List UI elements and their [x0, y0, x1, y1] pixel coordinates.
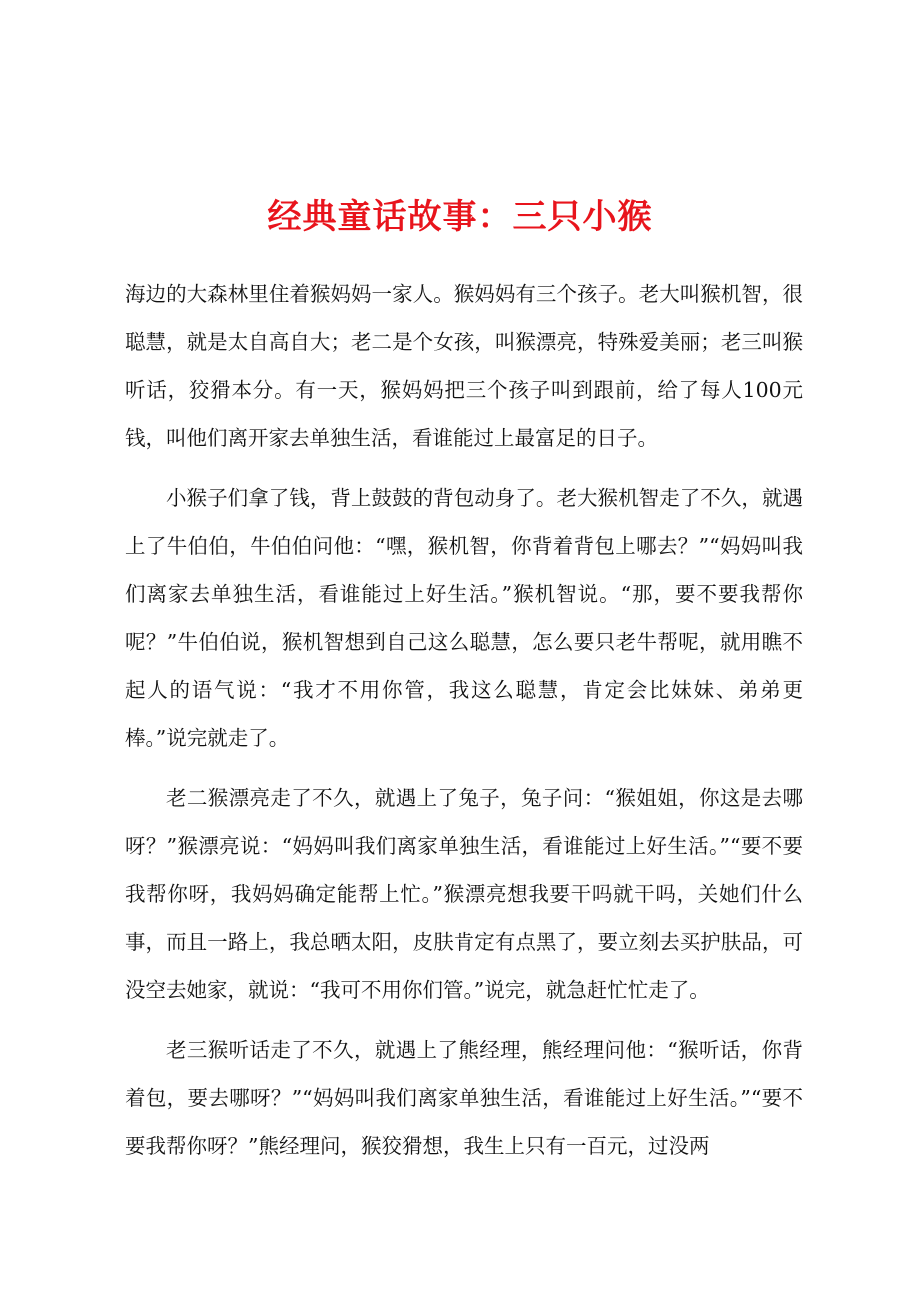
paragraph-4: 老三猴听话走了不久，就遇上了熊经理，熊经理问他：“猴听话，你背着包，要去哪呀？”“妈妈叫我们离家单独生活，看谁能过上好生活。”“要不要我帮你呀？”熊经理问，猴狡猾想，我生上只有一百元，过没两 — [125, 1038, 803, 1158]
paragraph-1: 海边的大森林里住着猴妈妈一家人。猴妈妈有三个孩子。老大叫猴机智，很聪慧，就是太自高自大；老二是个女孩，叫猴漂亮，特殊爱美丽；老三叫猴听话，狡猾本分。有一天，猴妈妈把三个孩子叫到跟前，给了每人100元钱，叫他们离开家去单独生活，看谁能过上最富足的日子。 — [125, 282, 803, 450]
document-title: 经典童话故事：三只小猴 — [267, 197, 653, 237]
paragraph-3: 老二猴漂亮走了不久，就遇上了兔子，兔子问：“猴姐姐，你这是去哪呀？”猴漂亮说：“妈妈叫我们离家单独生活，看谁能过上好生活。”“要不要我帮你呀，我妈妈确定能帮上忙。”猴漂亮想我要干吗就干吗，关她们什么事，而且一路上，我总晒太阳，皮肤肯定有点黑了，要立刻去买护肤品，可没空去她家，就说：“我可不用你们管。”说完，就急赶忙忙走了。 — [125, 786, 803, 1002]
paragraph-2: 小猴子们拿了钱，背上鼓鼓的背包动身了。老大猴机智走了不久，就遇上了牛伯伯，牛伯伯问他：“嘿，猴机智，你背着背包上哪去？”“妈妈叫我们离家去单独生活，看谁能过上好生活。”猴机智说。“那，要不要我帮你呢？”牛伯伯说，猴机智想到自己这么聪慧，怎么要只老牛帮呢，就用瞧不起人的语气说：“我才不用你管，我这么聪慧，肯定会比妹妹、弟弟更棒。”说完就走了。 — [125, 486, 803, 750]
document-body — [125, 270, 803, 1182]
